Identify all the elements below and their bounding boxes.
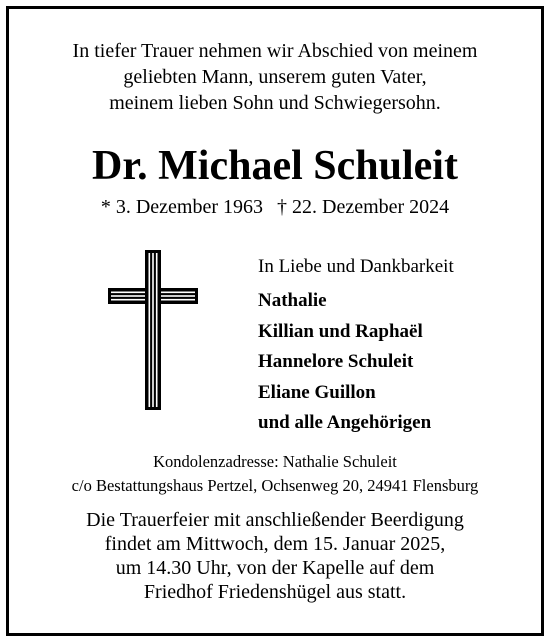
life-dates <box>0 194 550 220</box>
mourners-block <box>258 254 528 439</box>
mourner-name: Nathalie <box>258 290 327 311</box>
mourner-name: Eliane Guillon <box>258 381 376 403</box>
condolence-line: c/o Bestattungshaus Pertzel, Ochsenweg 20, 24941 Flensburg <box>71 476 479 495</box>
intro-line: meinem lieben Sohn und Schwiegersohn. <box>109 92 441 114</box>
deceased-name: Dr. Michael Schuleit <box>92 143 458 189</box>
condolence-line: Kondolenzadresse: Nathalie Schuleit <box>153 452 397 471</box>
intro-text <box>0 38 550 116</box>
death-date: † 22. Dezember 2024 <box>277 196 450 218</box>
ceremony-line: um 14.30 Uhr, von der Kapelle auf dem <box>115 557 435 579</box>
intro-line: In tiefer Trauer nehmen wir Abschied von meinem <box>72 40 478 62</box>
ceremony-line: Die Trauerfeier mit anschließender Beerdigung <box>86 509 464 531</box>
mourners-intro: In Liebe und Dankbarkeit <box>258 256 454 277</box>
mourner-name: Killian und Raphaël <box>258 320 423 342</box>
ceremony-line: Friedhof Friedenshügel aus statt. <box>143 581 407 603</box>
ceremony-info <box>0 508 550 604</box>
mourner-name: und alle Angehörigen <box>258 412 432 433</box>
condolence-address <box>0 450 550 498</box>
ceremony-line: findet am Mittwoch, dem 15. Januar 2025, <box>104 533 446 555</box>
intro-line: geliebten Mann, unserem guten Vater, <box>123 66 427 88</box>
birth-date: * 3. Dezember 1963 <box>100 196 263 218</box>
mourner-name: Hannelore Schuleit <box>258 351 414 372</box>
cross-icon <box>108 250 198 410</box>
